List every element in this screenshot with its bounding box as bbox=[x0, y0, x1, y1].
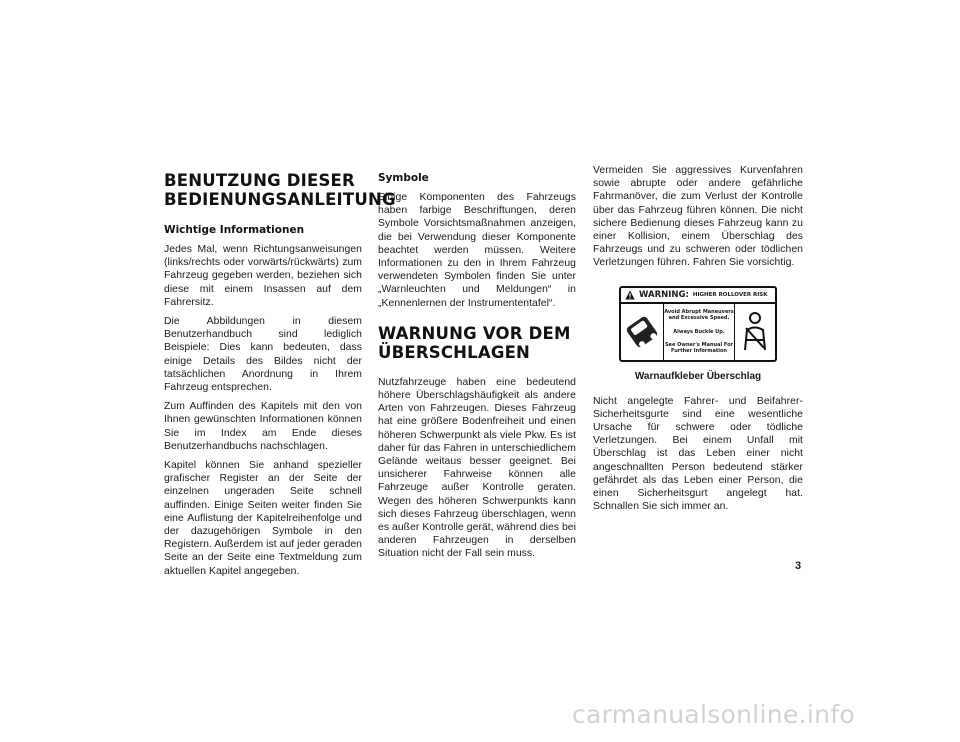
paragraph-symbols: Einige Komponenten des Fahrzeugs haben farbige Beschriftungen, deren Symbole Vorsichtsmaßnahmen anzeigen, die bei Verwendung dieser Komponente beachtet werden müssen. Weitere Informationen zu den in Ihrem Fahrzeug verwendeten Symbolen finden Sie unter „Warnleuchten und Meldungen“ in „Kennenlernen der Instrumententafel“. bbox=[378, 192, 576, 309]
watermark: carmanualsonline.info bbox=[572, 700, 855, 729]
section-heading-rollover: WARNUNG VOR DEM ÜBERSCHLAGEN bbox=[378, 323, 571, 362]
label-line-buckle: Always Buckle Up. bbox=[673, 328, 725, 335]
paragraph-directions: Jedes Mal, wenn Richtungsanweisungen (links/rechts oder vorwärts/rückwärts) zum Fahrzeug gegeben werden, beziehen sich diese mit einem Insassen auf dem Fahrersitz. bbox=[164, 244, 362, 308]
warning-triangle-icon bbox=[625, 290, 635, 300]
figure-caption: Warnaufkleber Überschlag bbox=[634, 370, 762, 382]
subheading-important-info: Wichtige Informationen bbox=[164, 224, 305, 236]
column-right bbox=[593, 165, 803, 519]
rollover-car-icon bbox=[624, 310, 660, 354]
paragraph-driving: Vermeiden Sie aggressives Kurvenfahren sowie abrupte oder andere gefährliche Fahrmanöver, die zum Verlust der Kontrolle über das Fahrzeug führen können. Die nicht sichere Bedienung dieses Fahrzeug kann zu einer Kollision, einem Überschlag des Fahrzeugs und zu schweren oder tödlichen Verletzungen führen. Fahren Sie vorsichtig. bbox=[593, 165, 803, 269]
paragraph-chapters: Kapitel können Sie anhand spezieller grafischer Register an der Seite der einzelnen ungeraden Seite schnell auffinden. Einige Seiten weiter finden Sie eine Auflistung der Kapitelreihenfolge und der dazugehörigen Symbole in den Registern. Außerdem ist auf jeder geraden Seite an der Seite eine Textmeldung zum aktuellen Kapitel angegeben. bbox=[164, 460, 362, 577]
rollover-warning-label bbox=[619, 286, 777, 362]
label-seatbelt-pictogram bbox=[734, 304, 775, 360]
section-heading-usage: BENUTZUNG DIESER BEDIENUNGSANLEITUNG bbox=[164, 171, 396, 209]
label-warning-title: HIGHER ROLLOVER RISK bbox=[692, 291, 768, 298]
subheading-symbols: Symbole bbox=[378, 172, 429, 184]
paragraph-seatbelts: Nicht angelegte Fahrer- und Beifahrer-Sicherheitsgurte sind eine wesentliche Ursache für schwere oder tödliche Verletzungen. Bei einem Unfall mit Überschlag ist das Leben einer nicht angeschnallten Person bedeutend stärker gefährdet als das Leben einer Person, die einen Sicherheitsgurt angelegt hat. Schnallen Sie sich immer an. bbox=[593, 395, 803, 513]
label-rollover-pictogram bbox=[621, 304, 664, 360]
label-header bbox=[621, 288, 775, 304]
label-body bbox=[621, 304, 775, 360]
page-number: 3 bbox=[795, 560, 802, 572]
label-text-block bbox=[664, 304, 734, 360]
label-line-manual: See Owner's Manual For Further Information bbox=[664, 341, 734, 354]
column-left bbox=[164, 168, 396, 584]
label-warning-word: WARNING: bbox=[639, 289, 689, 300]
label-line-avoid: Avoid Abrupt Maneuvers and Excessive Speed. bbox=[664, 309, 734, 322]
column-middle bbox=[378, 168, 576, 567]
seatbelt-icon bbox=[738, 310, 772, 354]
paragraph-index: Zum Auffinden des Kapitels mit den von Ihnen gewünschten Informationen können Sie im Index am Ende dieses Benutzerhandbuchs nachschlagen. bbox=[164, 401, 362, 452]
paragraph-illustrations: Die Abbildungen in diesem Benutzerhandbuch sind lediglich Beispiele: Dies kann bedeuten, dass einige Details des Bildes nicht der tatsächlichen Anordnung in Ihrem Fahrzeug entsprechen. bbox=[164, 316, 362, 394]
paragraph-rollover: Nutzfahrzeuge haben eine bedeutend höhere Überschlagshäufigkeit als andere Arten von Fahrzeugen. Dieses Fahrzeug hat eine größere Bodenfreiheit und einen höheren Schwerpunkt als viele Pkw. Es ist daher für das Fahren in unterschiedlichem Gelände weitaus besser geeignet. Bei unsicherer Fahrweise können alle Fahrzeuge außer Kontrolle geraten. Wegen des höheren Schwerpunkts kann sich dieses Fahrzeug überschlagen, wenn es außer Kontrolle gerät, während dies bei anderen Fahrzeugen in derselben Situation nicht der Fall sein muss. bbox=[378, 376, 576, 560]
